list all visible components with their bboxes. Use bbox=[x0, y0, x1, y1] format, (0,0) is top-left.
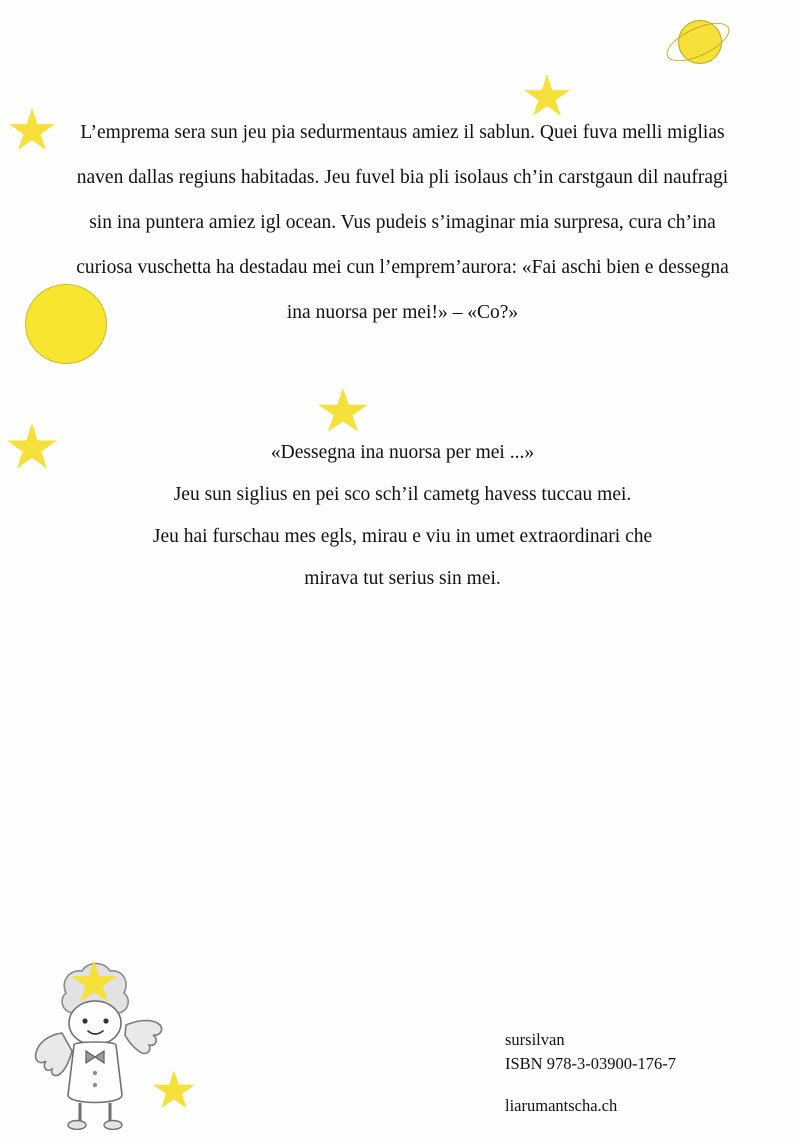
body-paragraph-1: L’emprema sera sun jeu pia sedurmentaus amiez il sablun. Quei fuva melli miglias naven dallas regiuns habitadas. Jeu fuvel bia pli isolaus ch’in carstgaun dil naufragi sin ina puntera amiez igl ocean. Vus pudeis s’imaginar mia surpresa, cura ch’ina curiosa vuschetta ha destadau mei cun l’emprem’aurora: «Fai aschi bien e dessegna ina nuorsa per mei!» – «Co?» bbox=[76, 122, 729, 323]
body-paragraph-2-line: Jeu hai furschau mes egls, mirau e viu in umet extraordinari che bbox=[152, 526, 653, 547]
star-icon-left-lower bbox=[6, 423, 58, 473]
body-paragraph-2-line: Jeu sun siglius en pei sco sch’il cametg havess tuccau mei. bbox=[173, 484, 632, 505]
footer-website[interactable]: liarumantscha.ch bbox=[505, 1096, 618, 1115]
footer-isbn: ISBN 978-3-03900-176-7 bbox=[505, 1054, 676, 1073]
footer-language: sursilvan bbox=[505, 1030, 565, 1049]
body-paragraph-2 bbox=[70, 432, 735, 600]
saturn-planet-icon bbox=[662, 12, 734, 74]
footer-block bbox=[505, 1028, 676, 1118]
star-icon-left-upper bbox=[8, 108, 56, 154]
body-paragraph-2-line: «Dessegna ina nuorsa per mei ...» bbox=[270, 442, 535, 463]
body-paragraph-2-line: mirava tut serius sin mei. bbox=[304, 568, 501, 589]
star-icon-mid-center bbox=[317, 388, 369, 436]
